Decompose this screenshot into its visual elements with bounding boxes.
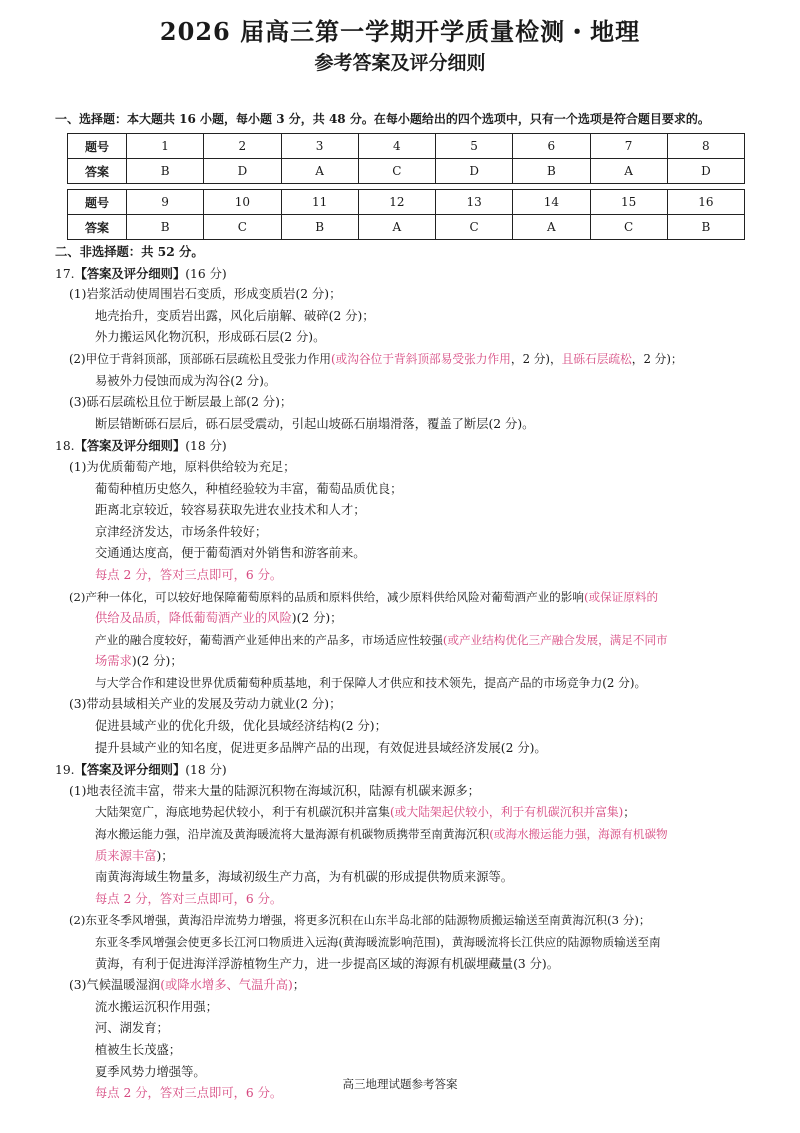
row-label-question: 题号 — [68, 190, 127, 215]
question-number: 4 — [358, 134, 435, 159]
q17-alt-answer: (或沟谷位于背斜顶部易受张力作用 — [331, 351, 511, 366]
q18-line: 交通通达度高，便于葡萄酒对外销售和游客前来。 — [95, 546, 366, 561]
answer-cell: C — [436, 215, 513, 240]
answer-cell: D — [436, 159, 513, 184]
answer-cell: A — [358, 215, 435, 240]
table-row-answers — [68, 159, 745, 184]
answer-table-2 — [67, 189, 745, 240]
q18-line: 促进县域产业的优化升级，优化县域经济结构(2 分)； — [95, 719, 387, 734]
answer-cell: A — [590, 159, 667, 184]
q19-text: )； — [156, 848, 174, 863]
question-number: 2 — [204, 134, 281, 159]
q18-total-score: (18 分) — [185, 439, 227, 454]
q19-line: 黄海，有利于促进海洋浮游植物生产力，进一步提高区域的海源有机碳埋藏量(3 分)。 — [95, 956, 560, 971]
q17-line: (1)岩浆活动使周围岩石变质，形成变质岩(2 分)； — [69, 287, 342, 302]
q18-heading — [55, 435, 755, 457]
question-number: 1 — [127, 134, 204, 159]
q18-text: (2)产种一体化，可以较好地保障葡萄原料的品质和原料供给，减少原料供给风险对葡萄酒产业的影响 — [69, 589, 584, 604]
page-subtitle: 参考答案及评分细则 — [314, 52, 486, 74]
answer-cell: C — [204, 215, 281, 240]
q17-total-score: (16 分) — [185, 266, 227, 281]
q18-line — [55, 608, 755, 630]
q19-alt-answer: (或降水增多、气温升高) — [160, 978, 293, 993]
q18-number: 18. — [55, 439, 75, 454]
q19-text: ； — [623, 805, 636, 820]
q18-line: 提升县域产业的知名度，促进更多品牌产品的出现，有效促进县域经济发展(2 分)。 — [95, 740, 547, 755]
q19-line — [55, 824, 755, 846]
answer-cell: A — [281, 159, 358, 184]
q19-scoring-note: 每点 2 分，答对三点即可，6 分。 — [95, 891, 283, 906]
page-title: 2026 届高三第一学期开学质量检测・地理 — [159, 17, 641, 46]
answer-cell: B — [513, 159, 590, 184]
q18-heading-label: 【答案及评分细则】 — [74, 438, 186, 454]
answer-cell: D — [667, 159, 744, 184]
q18-line: (3)带动县域相关产业的发展及劳动力就业(2 分)； — [69, 697, 342, 712]
answer-cell: D — [204, 159, 281, 184]
q19-number: 19. — [55, 763, 75, 778]
answer-cell: A — [513, 215, 590, 240]
q19-line — [55, 802, 755, 824]
q19-text: 海水搬运能力强，沿岸流及黄海暖流将大量海源有机碳物质携带至南黄海沉积 — [95, 827, 490, 842]
q17-heading-label: 【答案及评分细则】 — [74, 265, 186, 281]
page-footer: 高三地理试题参考答案 — [342, 1077, 458, 1091]
q19-line: 夏季风势力增强等。 — [95, 1064, 206, 1079]
q18-line — [55, 587, 755, 609]
question-number: 16 — [667, 190, 744, 215]
q17-heading — [55, 263, 755, 285]
q17-line: (3)砾石层疏松且位于断层最上部(2 分)； — [69, 395, 293, 410]
question-number: 9 — [127, 190, 204, 215]
question-number: 15 — [590, 190, 667, 215]
q19-line: (2)东亚冬季风增强，黄海沿岸流势力增强，将更多沉积在山东半岛北部的陆源物质搬运输送至南黄海沉积(3 分)； — [69, 913, 651, 928]
q18-scoring-note: 每点 2 分，答对三点即可，6 分。 — [95, 567, 283, 582]
q18-line — [55, 651, 755, 673]
q19-scoring-note: 每点 2 分，答对三点即可，6 分。 — [95, 1086, 283, 1101]
q19-line: (1)地表径流丰富，带来大量的陆源沉积物在海域沉积，陆源有机碳来源多； — [69, 783, 480, 798]
q19-heading-label: 【答案及评分细则】 — [74, 762, 186, 778]
q19-line: 流水搬运沉积作用强； — [95, 999, 218, 1014]
q18-text: 产业的融合度较好，葡萄酒产业延伸出来的产品多，市场适应性较强 — [95, 632, 443, 647]
table-row-numbers — [68, 134, 745, 159]
q19-line — [55, 846, 755, 868]
question-number: 10 — [204, 190, 281, 215]
question-number: 5 — [436, 134, 513, 159]
question-number: 6 — [513, 134, 590, 159]
q17-number: 17. — [55, 266, 75, 281]
q19-alt-answer: (或海水搬运能力强，海源有机碳物 — [489, 827, 668, 842]
q18-line — [55, 630, 755, 652]
row-label-answer: 答案 — [68, 159, 127, 184]
question-number: 3 — [281, 134, 358, 159]
q19-line: 植被生长茂盛； — [95, 1042, 182, 1057]
q18-line: (1)为优质葡萄产地，原料供给较为充足； — [69, 459, 296, 474]
question-number: 8 — [667, 134, 744, 159]
answer-cell: C — [358, 159, 435, 184]
q18-text: )(2 分)； — [291, 611, 343, 626]
q18-alt-answer: 场需求 — [95, 654, 132, 669]
row-label-answer: 答案 — [68, 215, 127, 240]
answer-cell: C — [590, 215, 667, 240]
q19-total-score: (18 分) — [185, 763, 227, 778]
q17-text: ，2 分)， — [510, 351, 562, 366]
q17-line — [55, 349, 755, 371]
q19-alt-answer: 质来源丰富 — [95, 848, 157, 863]
answer-cell: B — [127, 159, 204, 184]
answer-cell: B — [127, 215, 204, 240]
answer-table-1 — [67, 133, 745, 184]
q18-line: 与大学合作和建设世界优质葡萄种质基地，利于保障人才供应和技术领先，提高产品的市场竞争力(2 分)。 — [95, 675, 647, 690]
question-number: 14 — [513, 190, 590, 215]
answer-cell: B — [281, 215, 358, 240]
q18-alt-answer: (或产业结构优化三产融合发展，满足不同市 — [442, 632, 668, 647]
question-number: 12 — [358, 190, 435, 215]
q19-line — [55, 975, 755, 997]
q17-text: ，2 分)； — [631, 351, 683, 366]
q17-line: 易被外力侵蚀而成为沟谷(2 分)。 — [95, 373, 277, 388]
q19-line: 南黄海海域生物量多，海域初级生产力高，为有机碳的形成提供物质来源等。 — [95, 870, 514, 885]
table-row-answers — [68, 215, 745, 240]
q19-text: 大陆架宽广，海底地势起伏较小，利于有机碳沉积并富集 — [95, 805, 390, 820]
q18-line: 葡萄种植历史悠久，种植经验较为丰富，葡萄品质优良； — [95, 481, 403, 496]
question-number: 7 — [590, 134, 667, 159]
row-label-question: 题号 — [68, 134, 127, 159]
q19-heading — [55, 759, 755, 781]
q18-text: )(2 分)； — [131, 654, 183, 669]
q19-alt-answer: (或大陆架起伏较小，利于有机碳沉积并富集) — [389, 805, 624, 820]
q18-alt-answer: 供给及品质，降低葡萄酒产业的风险 — [95, 611, 292, 626]
q17-alt-answer: 且砾石层疏松 — [561, 351, 632, 366]
answer-cell: B — [667, 215, 744, 240]
q18-alt-answer: (或保证原料的 — [583, 589, 659, 604]
question-number: 13 — [436, 190, 513, 215]
section1-heading: 一、选择题：本大题共 16 小题，每小题 3 分，共 48 分。在每小题给出的四个选项中，只有一个选项是符合题目要求的。 — [55, 112, 710, 126]
q19-line: 东亚冬季风增强会使更多长江河口物质进入远海(黄海暖流影响范围)，黄海暖流将长江供应的陆源物质输送至南 — [95, 935, 661, 949]
q19-text: (3)气候温暖湿润 — [69, 978, 161, 993]
q19-text: ； — [292, 978, 306, 993]
question-number: 11 — [281, 190, 358, 215]
q17-text: (2)甲位于背斜顶部，顶部砾石层疏松且受张力作用 — [69, 351, 331, 366]
q18-line: 京津经济发达，市场条件较好； — [95, 524, 268, 539]
q17-line: 外力搬运风化物沉积，形成砾石层(2 分)。 — [95, 330, 326, 345]
q17-line: 断层错断砾石层后，砾石层受震动，引起山坡砾石崩塌滑落，覆盖了断层(2 分)。 — [95, 416, 535, 431]
q19-line: 河、湖发育； — [95, 1021, 169, 1036]
answer-body — [55, 241, 755, 1105]
section2-heading: 二、非选择题：共 52 分。 — [55, 244, 204, 259]
table-row-numbers — [68, 190, 745, 215]
q17-line: 地壳抬升，变质岩出露，风化后崩解、破碎(2 分)； — [95, 308, 375, 323]
q18-line: 距离北京较近，较容易获取先进农业技术和人才； — [95, 503, 366, 518]
